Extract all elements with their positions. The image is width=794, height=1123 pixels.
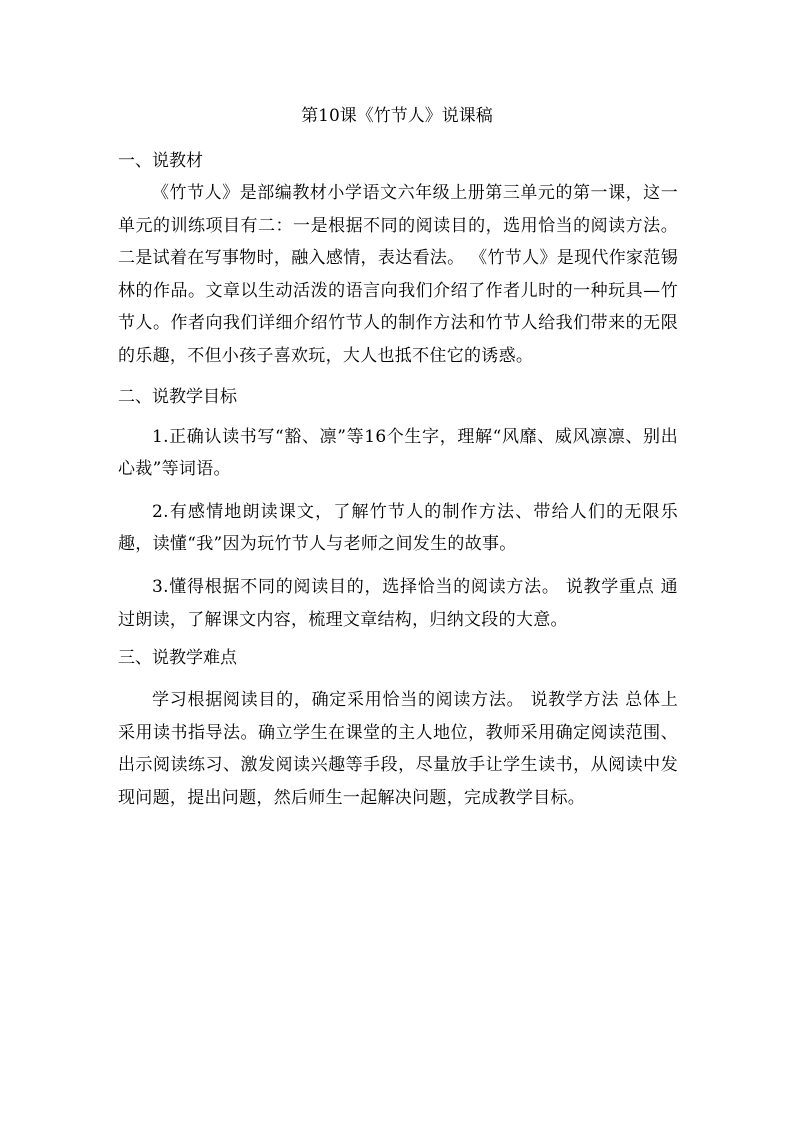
- paragraph-teaching-difficulties: 学习根据阅读目的，确定采用恰当的阅读方法。 说教学方法 总体上采用读书指导法。确立学生在课堂的主人地位，教师采用确定阅读范围、出示阅读练习、激发阅读兴趣等手段，尽量放手让学生读书，从阅读中发现问题，提出问题，然后师生一起解决问题，完成教学目标。: [118, 690, 678, 808]
- document-body: [118, 145, 678, 815]
- goal-item-1: 1.正确认读书写“豁、凛”等16个生字，理解“风靡、威风凛凛、别出心裁”等词语。: [118, 426, 678, 480]
- paragraph-teaching-material: 《竹节人》是部编教材小学语文六年级上册第三单元的第一课，这一单元的训练项目有二：一是根据不同的阅读目的，选用恰当的阅读方法。二是试着在写事物时，融入感情，表达看法。 《竹节人》是现代作家范锡林的作品。文章以生动活泼的语言向我们介绍了作者儿时的一种玩具—竹节人。作者向我们详细介绍竹节人的制作方法和竹节人给我们带来的无限的乐趣，不但小孩子喜欢玩，大人也抵不住它的诱惑。: [118, 183, 678, 366]
- document-title: 第10课《竹节人》说课稿: [301, 106, 493, 126]
- section-heading-teaching-material: 一、说教材: [118, 151, 203, 171]
- section-heading-teaching-goals: 二、说教学目标: [118, 386, 237, 407]
- section-heading-teaching-difficulties: 三、说教学难点: [118, 648, 237, 669]
- goal-item-3: 3.懂得根据不同的阅读目的，选择恰当的阅读方法。 说教学重点 通过朗读，了解课文内容，梳理文章结构，归纳文段的大意。: [118, 576, 678, 630]
- goal-item-2: 2.有感情地朗读课文，了解竹节人的制作方法、带给人们的无限乐趣，读懂“我”因为玩竹节人与老师之间发生的故事。: [118, 501, 678, 555]
